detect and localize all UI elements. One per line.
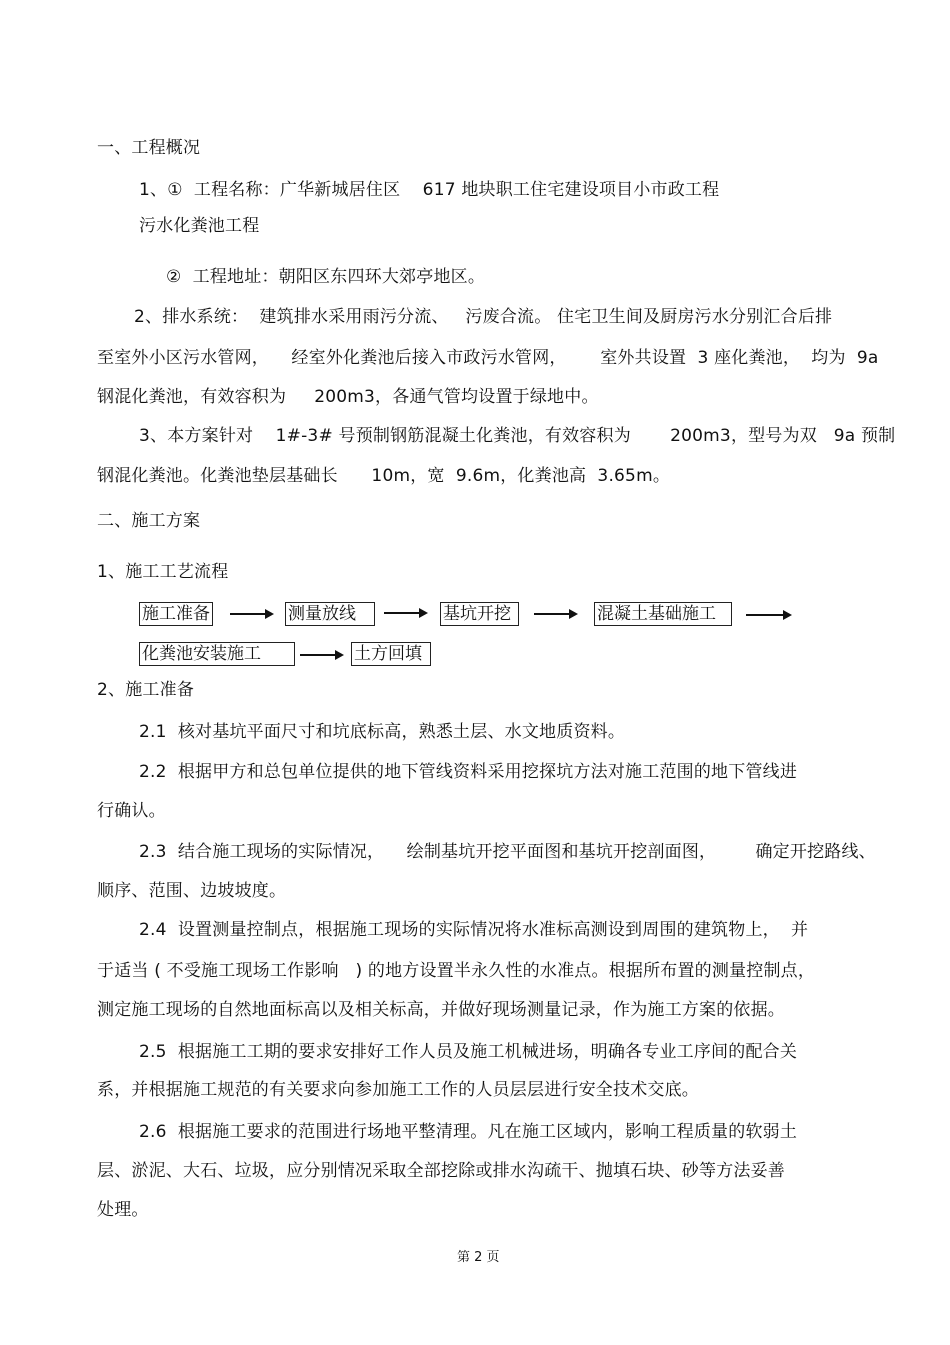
scheme-scope-line1: 3、本方案针对 1#-3# 号预制钢筋混凝土化粪池，有效容积为 200m3，型号为双 9a 预制 (139, 426, 896, 446)
prep-2-1: 2.1 核对基坑平面尺寸和坑底标高，熟悉土层、水文地质资料。 (139, 722, 626, 742)
section-heading-overview: 一、工程概况 (97, 138, 201, 158)
prep-2-4-line1: 2.4 设置测量控制点，根据施工现场的实际情况将水准标高测设到周围的建筑物上， 并 (139, 920, 809, 940)
prep-2-5-line1: 2.5 根据施工工期的要求安排好工作人员及施工机械进场，明确各专业工序间的配合关 (139, 1042, 798, 1062)
flow-step-tank-install: 化粪池安装施工 (139, 642, 295, 666)
project-name-line1: 1、① 工程名称：广华新城居住区 617 地块职工住宅建设项目小市政工程 (139, 180, 720, 200)
project-address: ② 工程地址：朝阳区东四环大郊亭地区。 (166, 267, 486, 287)
page-number: 第 2 页 (457, 1250, 500, 1265)
flow-step-survey: 测量放线 (285, 602, 375, 626)
prep-2-3-line2: 顺序、范围、边坡坡度。 (97, 881, 287, 901)
flow-step-prepare: 施工准备 (139, 602, 213, 626)
flow-step-concrete-foundation: 混凝土基础施工 (594, 602, 732, 626)
prep-title: 2、施工准备 (97, 680, 195, 700)
prep-2-2-line1: 2.2 根据甲方和总包单位提供的地下管线资料采用挖探坑方法对施工范围的地下管线进 (139, 762, 798, 782)
prep-2-2-line2: 行确认。 (97, 801, 166, 821)
prep-2-6-line3: 处理。 (97, 1200, 149, 1220)
drainage-line3: 钢混化粪池，有效容积为 200m3，各通气管均设置于绿地中。 (97, 387, 599, 407)
prep-2-6-line1: 2.6 根据施工要求的范围进行场地平整清理。凡在施工区域内，影响工程质量的软弱土 (139, 1122, 798, 1142)
drainage-line2: 至室外小区污水管网， 经室外化粪池后接入市政污水管网， 室外共设置 3 座化粪池， 均为 9a (97, 348, 879, 368)
prep-2-4-line3: 测定施工现场的自然地面标高以及相关标高，并做好现场测量记录，作为施工方案的依据。 (97, 1000, 785, 1020)
flow-arrow (534, 613, 576, 615)
section-heading-plan: 二、施工方案 (97, 511, 201, 531)
flow-arrow (384, 612, 426, 614)
flow-step-excavation: 基坑开挖 (440, 602, 519, 626)
flow-title: 1、施工工艺流程 (97, 562, 229, 582)
prep-2-4-line2: 于适当 ( 不受施工现场工作影响 ) 的地方设置半永久性的水准点。根据所布置的测量控制点， (97, 961, 816, 981)
flow-step-backfill: 土方回填 (351, 642, 431, 666)
project-name-line2: 污水化粪池工程 (139, 216, 260, 236)
flow-arrow (746, 614, 790, 616)
prep-2-6-line2: 层、淤泥、大石、垃圾，应分别情况采取全部挖除或排水沟疏干、抛填石块、砂等方法妥善 (97, 1161, 785, 1181)
scheme-scope-line2: 钢混化粪池。化粪池垫层基础长 10m，宽 9.6m，化粪池高 3.65m。 (97, 466, 671, 486)
prep-2-3-line1: 2.3 结合施工现场的实际情况， 绘制基坑开挖平面图和基坑开挖剖面图， 确定开挖路线、 (139, 842, 876, 862)
drainage-line1: 2、排水系统： 建筑排水采用雨污分流、 污废合流。 住宅卫生间及厨房污水分别汇合后排 (134, 307, 833, 327)
prep-2-5-line2: 系，并根据施工规范的有关要求向参加施工工作的人员层层进行安全技术交底。 (97, 1080, 699, 1100)
flow-arrow (300, 654, 342, 656)
flow-arrow (230, 613, 272, 615)
